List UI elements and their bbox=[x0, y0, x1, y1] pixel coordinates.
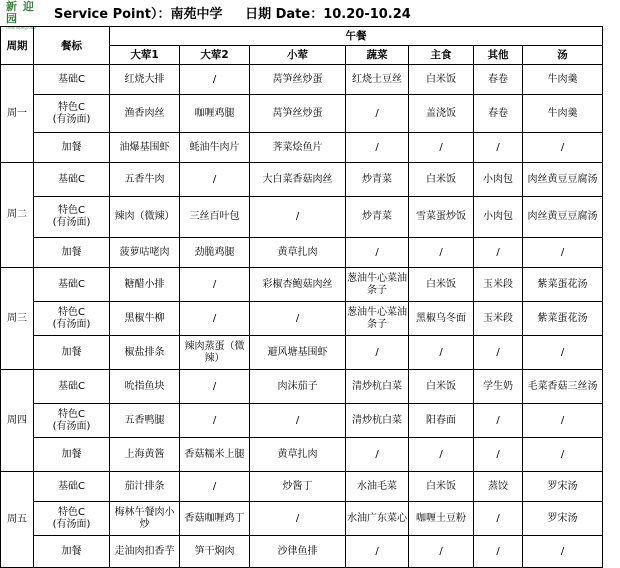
meal-category: 特色C (有汤面) bbox=[34, 302, 110, 336]
logo-subtext: newhopegroup bbox=[6, 25, 36, 30]
dish-cell: 玉米段 bbox=[474, 302, 523, 336]
dish-cell: / bbox=[180, 163, 250, 197]
lunch-header: 午餐 bbox=[110, 27, 603, 46]
day-label: 周四 bbox=[1, 370, 34, 472]
day-label: 周三 bbox=[1, 268, 34, 370]
dish-cell: / bbox=[346, 238, 409, 268]
table-row bbox=[1, 472, 603, 502]
dish-cell: 春卷 bbox=[474, 65, 523, 95]
dish-cell: / bbox=[346, 336, 409, 370]
dish-column-header: 主食 bbox=[409, 46, 474, 65]
table-row bbox=[1, 65, 603, 95]
table-row bbox=[1, 438, 603, 472]
table-row bbox=[1, 370, 603, 404]
dish-cell: 莴笋丝炒蛋 bbox=[250, 95, 346, 133]
dish-cell: 紫菜蛋花汤 bbox=[523, 268, 603, 302]
table-row bbox=[1, 502, 603, 536]
dish-cell: 咖喱鸡腿 bbox=[180, 95, 250, 133]
dish-cell: 糖醋小排 bbox=[110, 268, 180, 302]
dish-cell: / bbox=[346, 438, 409, 472]
dish-cell: 黄草扎肉 bbox=[250, 238, 346, 268]
week-column-header: 周期 bbox=[1, 27, 34, 65]
dish-cell: 罗宋汤 bbox=[523, 502, 603, 536]
dish-cell: 菠萝咕咾肉 bbox=[110, 238, 180, 268]
dish-cell: 沙律鱼排 bbox=[250, 536, 346, 568]
dish-cell: 椒盐排条 bbox=[110, 336, 180, 370]
page-title: Service Point）：南苑中学 日期 Date：10.20-10.24 bbox=[54, 7, 411, 22]
dish-cell: / bbox=[180, 370, 250, 404]
dish-cell: / bbox=[474, 336, 523, 370]
dish-cell: 清炒杭白菜 bbox=[346, 370, 409, 404]
weekly-menu-table bbox=[0, 26, 603, 568]
dish-cell: 红烧大排 bbox=[110, 65, 180, 95]
dish-cell: 笋干焖肉 bbox=[180, 536, 250, 568]
table-row bbox=[1, 336, 603, 370]
dish-cell: / bbox=[474, 133, 523, 163]
dish-cell: / bbox=[250, 197, 346, 238]
dish-cell: 上海黄酱 bbox=[110, 438, 180, 472]
dish-cell: 白米饭 bbox=[409, 268, 474, 302]
dish-cell: 黑椒乌冬面 bbox=[409, 302, 474, 336]
dish-cell: 白米饭 bbox=[409, 370, 474, 404]
dish-cell: 小肉包 bbox=[474, 197, 523, 238]
dish-column-header: 大荤2 bbox=[180, 46, 250, 65]
dish-column-header: 蔬菜 bbox=[346, 46, 409, 65]
dish-cell: / bbox=[409, 438, 474, 472]
dish-cell: / bbox=[180, 472, 250, 502]
meal-category: 基础C bbox=[34, 163, 110, 197]
dish-cell: 走油肉扣香芋 bbox=[110, 536, 180, 568]
dish-cell: 白米饭 bbox=[409, 163, 474, 197]
dish-cell: / bbox=[474, 502, 523, 536]
meal-category: 基础C bbox=[34, 370, 110, 404]
dish-cell: 荠菜烩鱼片 bbox=[250, 133, 346, 163]
dish-cell: 水油毛菜 bbox=[346, 472, 409, 502]
dish-cell: 黑椒牛柳 bbox=[110, 302, 180, 336]
dish-cell: / bbox=[474, 438, 523, 472]
menu-body bbox=[1, 65, 603, 568]
dish-column-header: 小荤 bbox=[250, 46, 346, 65]
dish-cell: 盖浇饭 bbox=[409, 95, 474, 133]
meal-category: 特色C (有汤面) bbox=[34, 502, 110, 536]
category-column-header: 餐标 bbox=[34, 27, 110, 65]
meal-category: 加餐 bbox=[34, 536, 110, 568]
dish-cell: 咖喱土豆粉 bbox=[409, 502, 474, 536]
table-row bbox=[1, 163, 603, 197]
dish-cell: / bbox=[523, 438, 603, 472]
dish-cell: / bbox=[409, 336, 474, 370]
dish-cell: 水油广东菜心 bbox=[346, 502, 409, 536]
meal-category: 加餐 bbox=[34, 133, 110, 163]
meal-category: 加餐 bbox=[34, 438, 110, 472]
dish-cell: 辣肉（微辣） bbox=[110, 197, 180, 238]
dish-cell: 阳春面 bbox=[409, 404, 474, 438]
dish-cell: 肉丝黄豆豆腐汤 bbox=[523, 163, 603, 197]
dish-cell: 清炒杭白菜 bbox=[346, 404, 409, 438]
dish-cell: / bbox=[474, 536, 523, 568]
dish-cell: 五香鸭腿 bbox=[110, 404, 180, 438]
logo-text: 新 迎 园 bbox=[6, 0, 35, 25]
table-row bbox=[1, 197, 603, 238]
dish-cell: 香菇糯米上腿 bbox=[180, 438, 250, 472]
dish-cell: 三丝百叶包 bbox=[180, 197, 250, 238]
day-label: 周二 bbox=[1, 163, 34, 268]
dish-cell: 五香牛肉 bbox=[110, 163, 180, 197]
dish-cell: 白米饭 bbox=[409, 472, 474, 502]
dish-cell: 学生奶 bbox=[474, 370, 523, 404]
dish-cell: / bbox=[409, 536, 474, 568]
day-label: 周一 bbox=[1, 65, 34, 163]
table-row bbox=[1, 95, 603, 133]
dish-cell: / bbox=[523, 404, 603, 438]
table-row bbox=[1, 536, 603, 568]
dish-cell: / bbox=[474, 404, 523, 438]
dish-cell: 红烧土豆丝 bbox=[346, 65, 409, 95]
meal-category: 特色C (有汤面) bbox=[34, 197, 110, 238]
dish-cell: 茄汁排条 bbox=[110, 472, 180, 502]
meal-category: 加餐 bbox=[34, 238, 110, 268]
dish-cell: 避风塘基围虾 bbox=[250, 336, 346, 370]
day-label: 周五 bbox=[1, 472, 34, 568]
dish-cell: 炒酱丁 bbox=[250, 472, 346, 502]
dish-cell: 毛菜香菇三丝汤 bbox=[523, 370, 603, 404]
meal-category: 特色C (有汤面) bbox=[34, 95, 110, 133]
dish-cell: / bbox=[250, 302, 346, 336]
dish-cell: 梅林午餐肉小炒 bbox=[110, 502, 180, 536]
table-row bbox=[1, 302, 603, 336]
dish-cell: / bbox=[346, 536, 409, 568]
dish-cell: 紫菜蛋花汤 bbox=[523, 302, 603, 336]
dish-cell: 玉米段 bbox=[474, 268, 523, 302]
dish-cell: / bbox=[250, 404, 346, 438]
table-row bbox=[1, 133, 603, 163]
dish-cell: 牛肉羹 bbox=[523, 95, 603, 133]
dish-cell: 葱油牛心菜油条子 bbox=[346, 268, 409, 302]
dish-cell: 黄草扎肉 bbox=[250, 438, 346, 472]
dish-cell: 牛肉羹 bbox=[523, 65, 603, 95]
dish-cell: / bbox=[523, 536, 603, 568]
dish-cell: 肉丝黄豆豆腐汤 bbox=[523, 197, 603, 238]
table-row bbox=[1, 238, 603, 268]
dish-cell: 雪菜蛋炒饭 bbox=[409, 197, 474, 238]
dish-cell: / bbox=[180, 65, 250, 95]
dish-cell: 油爆基围虾 bbox=[110, 133, 180, 163]
dish-cell: / bbox=[523, 133, 603, 163]
brand-logo bbox=[6, 0, 48, 30]
dish-cell: 辣肉蒸蛋（微辣） bbox=[180, 336, 250, 370]
table-row bbox=[1, 404, 603, 438]
dish-cell: / bbox=[346, 95, 409, 133]
dish-cell: / bbox=[409, 133, 474, 163]
dish-column-header: 汤 bbox=[523, 46, 603, 65]
dish-cell: 蚝油牛肉片 bbox=[180, 133, 250, 163]
dish-cell: 罗宋汤 bbox=[523, 472, 603, 502]
dish-cell: 大白菜香菇肉丝 bbox=[250, 163, 346, 197]
dish-cell: 白米饭 bbox=[409, 65, 474, 95]
dish-cell: 蒸饺 bbox=[474, 472, 523, 502]
dish-cell: / bbox=[523, 238, 603, 268]
dish-cell: / bbox=[409, 238, 474, 268]
dish-cell: / bbox=[180, 302, 250, 336]
dish-cell: 春卷 bbox=[474, 95, 523, 133]
dish-cell: 香菇咖喱鸡丁 bbox=[180, 502, 250, 536]
dish-cell: 小肉包 bbox=[474, 163, 523, 197]
meal-category: 加餐 bbox=[34, 336, 110, 370]
dish-column-header: 大荤1 bbox=[110, 46, 180, 65]
dish-column-header: 其他 bbox=[474, 46, 523, 65]
dish-cell: / bbox=[180, 268, 250, 302]
dish-cell: / bbox=[523, 336, 603, 370]
dish-cell: 肉沫茄子 bbox=[250, 370, 346, 404]
dish-cell: 劲脆鸡腿 bbox=[180, 238, 250, 268]
dish-cell: / bbox=[474, 238, 523, 268]
dish-cell: 莴笋丝炒蛋 bbox=[250, 65, 346, 95]
dish-cell: 渔香肉丝 bbox=[110, 95, 180, 133]
meal-category: 基础C bbox=[34, 65, 110, 95]
meal-category: 基础C bbox=[34, 268, 110, 302]
dish-cell: / bbox=[180, 404, 250, 438]
dish-cell: 葱油牛心菜油条子 bbox=[346, 302, 409, 336]
dish-cell: / bbox=[250, 502, 346, 536]
meal-category: 特色C (有汤面) bbox=[34, 404, 110, 438]
table-row bbox=[1, 268, 603, 302]
header bbox=[0, 0, 620, 30]
meal-category: 基础C bbox=[34, 472, 110, 502]
dish-cell: / bbox=[346, 133, 409, 163]
dish-cell: 吮指鱼块 bbox=[110, 370, 180, 404]
dish-cell: 彩椒杏鲍菇肉丝 bbox=[250, 268, 346, 302]
dish-cell: 炒青菜 bbox=[346, 163, 409, 197]
dish-cell: 炒青菜 bbox=[346, 197, 409, 238]
